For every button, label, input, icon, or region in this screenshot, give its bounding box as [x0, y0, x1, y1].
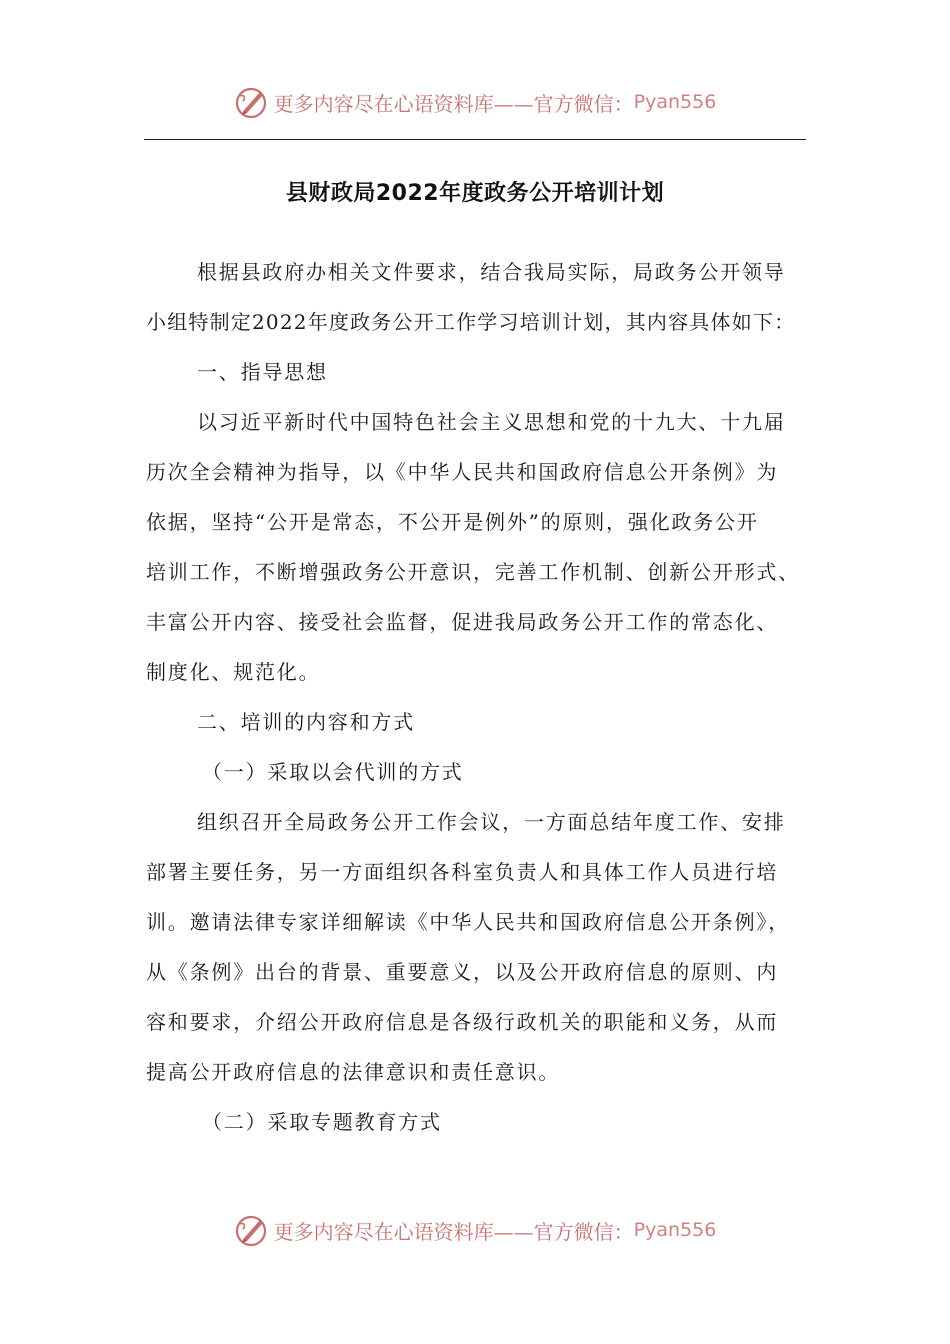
paragraph-line: 历次全会精神为指导，以《中华人民共和国政府信息公开条例》为 [146, 460, 779, 484]
paragraph-line: 提高公开政府信息的法律意识和责任意识。 [146, 1060, 561, 1084]
paragraph-line: 以习近平新时代中国特色社会主义思想和党的十九大、十九届 [197, 410, 786, 434]
section-heading: 二、培训的内容和方式 [197, 710, 415, 734]
paragraph-line: 组织召开全局政务公开工作会议，一方面总结年度工作、安排 [197, 810, 786, 834]
footer-watermark-banner [0, 1208, 950, 1252]
paragraph-line: 依据，坚持“公开是常态，不公开是例外”的原则，强化政务公开 [146, 510, 759, 534]
subsection-heading: （一）采取以会代训的方式 [202, 760, 464, 784]
paragraph-line: 容和要求，介绍公开政府信息是各级行政机关的职能和义务，从而 [146, 1010, 779, 1034]
banner-text: 更多内容尽在心语资料库——官方微信： [273, 1219, 634, 1244]
subsection-heading: （二）采取专题教育方式 [202, 1110, 442, 1134]
document-body [146, 247, 808, 1147]
section-heading: 一、指导思想 [197, 360, 328, 384]
paragraph-line: 从《条例》出台的背景、重要意义，以及公开政府信息的原则、内 [146, 960, 779, 984]
banner-wechat-id: Pyan556 [633, 1219, 717, 1241]
pen-logo-icon [234, 1212, 270, 1248]
document-title: 县财政局2022年度政务公开培训计划 [285, 181, 665, 206]
paragraph-line: 小组特制定2022年度政务公开工作学习培训计划，其内容具体如下： [146, 310, 796, 334]
paragraph-line: 训。邀请法律专家详细解读《中华人民共和国政府信息公开条例》， [146, 910, 790, 934]
banner-text: 更多内容尽在心语资料库——官方微信： [273, 91, 634, 116]
paragraph-line: 丰富公开内容、接受社会监督，促进我局政务公开工作的常态化、 [146, 610, 779, 634]
header-watermark-banner [0, 80, 950, 124]
paragraph-line: 制度化、规范化。 [146, 660, 321, 684]
banner-wechat-id: Pyan556 [633, 91, 717, 113]
paragraph-line: 根据县政府办相关文件要求，结合我局实际，局政务公开领导 [197, 260, 786, 284]
pen-logo-icon [234, 84, 270, 120]
paragraph-line: 部署主要任务，另一方面组织各科室负责人和具体工作人员进行培 [146, 860, 779, 884]
paragraph-line: 培训工作，不断增强政务公开意识，完善工作机制、创新公开形式、 [146, 560, 800, 584]
header-divider [144, 139, 806, 140]
